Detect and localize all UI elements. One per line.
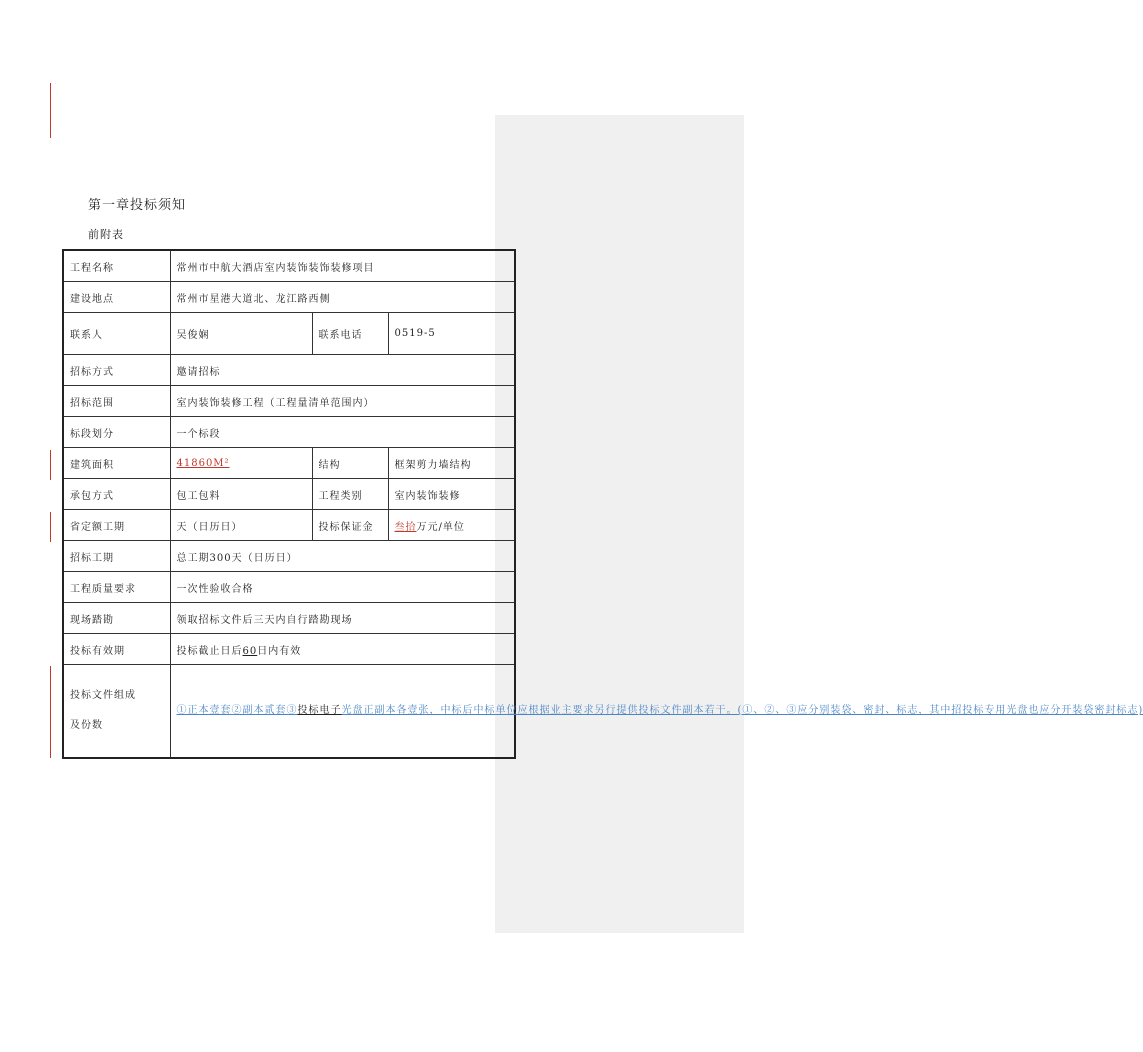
table-row: [63, 572, 515, 603]
row-label: 工程名称: [63, 250, 170, 282]
row-label: 标段划分: [63, 417, 170, 448]
row-label: 工程类别: [312, 479, 388, 510]
lot-division-value: 一个标段: [170, 417, 515, 448]
table-caption: 前附表: [88, 228, 124, 241]
tracked-insert: 光盘正副本各壹张，中标后中标单位应根据业主要求另行提供投标文件副本若干。(①、②、③应分别装袋、密封、标志，其中招投标专用光盘也应分开装袋密封标志): [341, 705, 1143, 716]
structure-value: 框架剪力墙结构: [388, 448, 515, 479]
bid-docs-label-line2: 及份数: [70, 720, 103, 731]
tracked-insert: ①正本壹套②副本贰套③: [176, 705, 298, 716]
chapter-title: 第一章投标须知: [88, 198, 187, 213]
row-label: 联系电话: [312, 313, 388, 355]
row-label: 招标范围: [63, 386, 170, 417]
table-row: [63, 282, 515, 313]
row-label: 建设地点: [63, 282, 170, 313]
tender-info-table: [62, 249, 1143, 759]
tender-scope-value: 室内装饰装修工程（工程量清单范围内）: [170, 386, 515, 417]
row-label: 招标工期: [63, 541, 170, 572]
quality-value: 一次性验收合格: [170, 572, 515, 603]
table-row: [63, 479, 515, 510]
bond-value: [388, 510, 515, 541]
table-row: [63, 634, 515, 665]
revision-mark: [50, 450, 51, 480]
validity-suffix: 日内有效: [257, 645, 302, 657]
row-label: 结构: [312, 448, 388, 479]
location-value: 常州市星港大道北、龙江路西侧: [170, 282, 515, 313]
row-label: 工程质量要求: [63, 572, 170, 603]
floor-area-value: [170, 448, 312, 479]
inserted-text: 41860M²: [176, 457, 230, 469]
table-row: [63, 355, 515, 386]
row-label: 投标保证金: [312, 510, 388, 541]
row-label: [63, 665, 170, 759]
revision-mark: [50, 512, 51, 542]
bond-unit: 万元/单位: [416, 521, 465, 533]
row-label: 招标方式: [63, 355, 170, 386]
table-row: [63, 448, 515, 479]
row-label: 承包方式: [63, 479, 170, 510]
table-row: [63, 603, 515, 634]
bid-docs-value: [170, 665, 1143, 759]
table-row: [63, 386, 515, 417]
tender-method-value: 邀请招标: [170, 355, 515, 386]
validity-days: 60: [242, 645, 258, 657]
table-row: [63, 250, 515, 282]
table-row: [63, 665, 515, 759]
site-visit-value: 领取招标文件后三天内自行踏勘现场: [170, 603, 515, 634]
project-name-value: 常州市中航大酒店室内装饰装饰装修项目: [170, 250, 515, 282]
contract-mode-value: 包工包料: [170, 479, 312, 510]
phone-value: 0519-5: [388, 313, 515, 355]
quota-period-value: 天（日历日）: [170, 510, 312, 541]
table-row: [63, 417, 515, 448]
inserted-text: 叁拾: [394, 521, 417, 533]
row-label: 现场踏勘: [63, 603, 170, 634]
row-label: 建筑面积: [63, 448, 170, 479]
row-label: 联系人: [63, 313, 170, 355]
bid-docs-label-line1: 投标文件组成: [70, 690, 136, 701]
revision-mark: [50, 83, 51, 138]
row-label: 省定额工期: [63, 510, 170, 541]
table-row: [63, 510, 515, 541]
table-row: [63, 313, 515, 355]
comment-pane: [495, 115, 744, 933]
category-value: 室内装饰装修: [388, 479, 515, 510]
tender-period-value: 总工期300天（日历日）: [170, 541, 515, 572]
table-row: [63, 541, 515, 572]
row-label: 投标有效期: [63, 634, 170, 665]
validity-prefix: 投标截止日后: [176, 645, 243, 657]
tracked-insert: 投标电子: [297, 705, 342, 716]
validity-value: [170, 634, 515, 665]
contact-value: 吴俊娴: [170, 313, 312, 355]
revision-mark: [50, 666, 51, 758]
